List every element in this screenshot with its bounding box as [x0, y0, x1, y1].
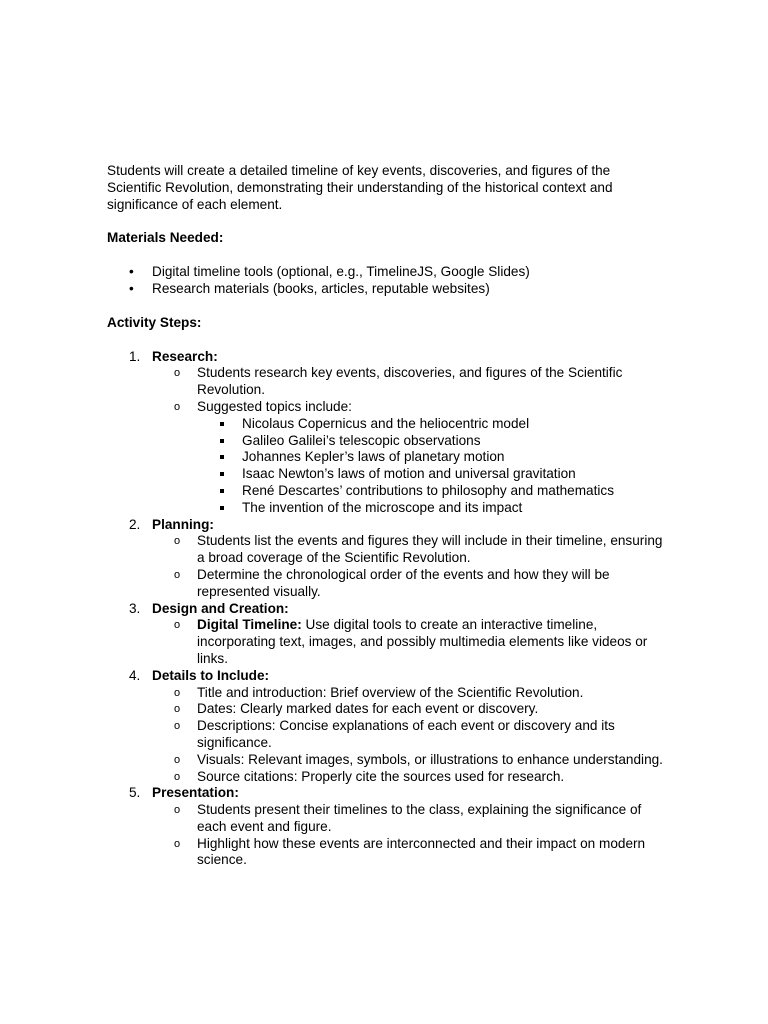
bullet-marker: •: [129, 280, 134, 296]
sub-item-lead: Digital Timeline:: [197, 617, 302, 633]
sub-marker: o: [174, 686, 181, 699]
sub-marker: o: [174, 619, 181, 632]
step-research: [107, 349, 667, 517]
list-item: • Research materials (books, articles, reputable websites): [129, 280, 490, 296]
document-page: [107, 163, 667, 869]
sub-marker: o: [174, 804, 181, 817]
sub-item: o Students list the events and figures they will include in their timeline, ensuring a broad coverage of the Scientific Revolution.: [174, 533, 663, 566]
step-number: 5.: [129, 785, 141, 801]
square-bullet-icon: [220, 422, 224, 426]
sub-item: o Title and introduction: Brief overview of the Scientific Revolution.: [174, 684, 584, 700]
sub-item: o Digital Timeline: Use digital tools to create an interactive timeline, incorporating text, images, and possibly multimedia elements like videos or links.: [174, 617, 648, 666]
sub-marker: o: [174, 753, 181, 766]
materials-heading: Materials Needed:: [107, 230, 224, 246]
sub-item: o Descriptions: Concise explanations of each event or discovery and its significance.: [174, 718, 615, 750]
step-number: 4.: [129, 667, 141, 683]
sub-item: o Dates: Clearly marked dates for each event or discovery.: [174, 701, 539, 717]
step-title: Design and Creation:: [152, 600, 289, 616]
square-bullet-icon: [220, 489, 224, 493]
sub-marker: o: [174, 535, 181, 548]
step-number: 1.: [129, 348, 141, 364]
materials-list: [107, 264, 667, 298]
sub-marker: o: [174, 400, 181, 413]
sub-item: o Source citations: Properly cite the sources used for research.: [174, 768, 565, 784]
intro-paragraph: Students will create a detailed timeline of key events, discoveries, and figures of the Scientific Revolution, demonstrating their understanding of the historical context and significance of each element.: [107, 163, 613, 212]
step-title: Planning:: [152, 516, 214, 532]
sub-item: o Visuals: Relevant images, symbols, or illustrations to enhance understanding.: [174, 751, 663, 767]
step-details-to-include: [107, 668, 667, 786]
topic-item: Nicolaus Copernicus and the heliocentric model: [197, 416, 667, 433]
step-presentation: [107, 785, 667, 869]
activity-steps-list: [107, 349, 667, 870]
sub-list: [152, 365, 667, 516]
square-bullet-icon: [220, 455, 224, 459]
step-design-and-creation: [107, 601, 667, 668]
topic-item: Galileo Galilei’s telescopic observations: [197, 433, 667, 450]
step-number: 3.: [129, 600, 141, 616]
step-title: Research:: [152, 348, 218, 364]
sub-item: o Suggested topics include: Nicolaus Copernicus and the heliocentric model Galileo Galilei’s telescopic observations Johannes Kepler’s laws of planetary motion Isaac Newton’s laws of motion and universal gravitation René Descartes’ contributions to philosophy and mathematics The invention of the microscope and its impact: [152, 399, 667, 517]
step-title: Presentation:: [152, 785, 239, 801]
activity-heading: Activity Steps:: [107, 314, 202, 330]
sub-item: o Students present their timelines to the class, explaining the significance of each event and figure.: [174, 802, 642, 834]
sub-item: o Determine the chronological order of the events and how they will be represented visually.: [174, 566, 610, 599]
step-number: 2.: [129, 516, 141, 532]
bullet-marker: •: [129, 264, 134, 280]
sub-marker: o: [174, 703, 181, 716]
square-bullet-icon: [220, 472, 224, 476]
topic-item: The invention of the microscope and its impact: [197, 500, 667, 517]
topics-list: [197, 416, 667, 517]
sub-item: o Students research key events, discoveries, and figures of the Scientific Revolution.: [174, 365, 623, 398]
sub-list: [152, 617, 667, 667]
sub-marker: o: [174, 720, 181, 733]
list-item: • Digital timeline tools (optional, e.g., TimelineJS, Google Slides): [129, 264, 530, 280]
sub-marker: o: [174, 770, 181, 783]
topic-item: Isaac Newton’s laws of motion and universal gravitation: [197, 466, 667, 483]
sub-list: [152, 685, 667, 786]
step-planning: [107, 517, 667, 601]
topic-item: Johannes Kepler’s laws of planetary motion: [197, 449, 667, 466]
topic-item: René Descartes’ contributions to philosophy and mathematics: [197, 483, 667, 500]
sub-item: o Highlight how these events are interconnected and their impact on modern science.: [174, 835, 646, 868]
square-bullet-icon: [220, 506, 224, 510]
sub-marker: o: [174, 568, 181, 581]
sub-marker: o: [174, 837, 181, 850]
sub-list: [152, 533, 667, 600]
step-title: Details to Include:: [152, 667, 270, 683]
square-bullet-icon: [220, 439, 224, 443]
sub-list: [152, 802, 667, 869]
sub-marker: o: [174, 367, 181, 380]
